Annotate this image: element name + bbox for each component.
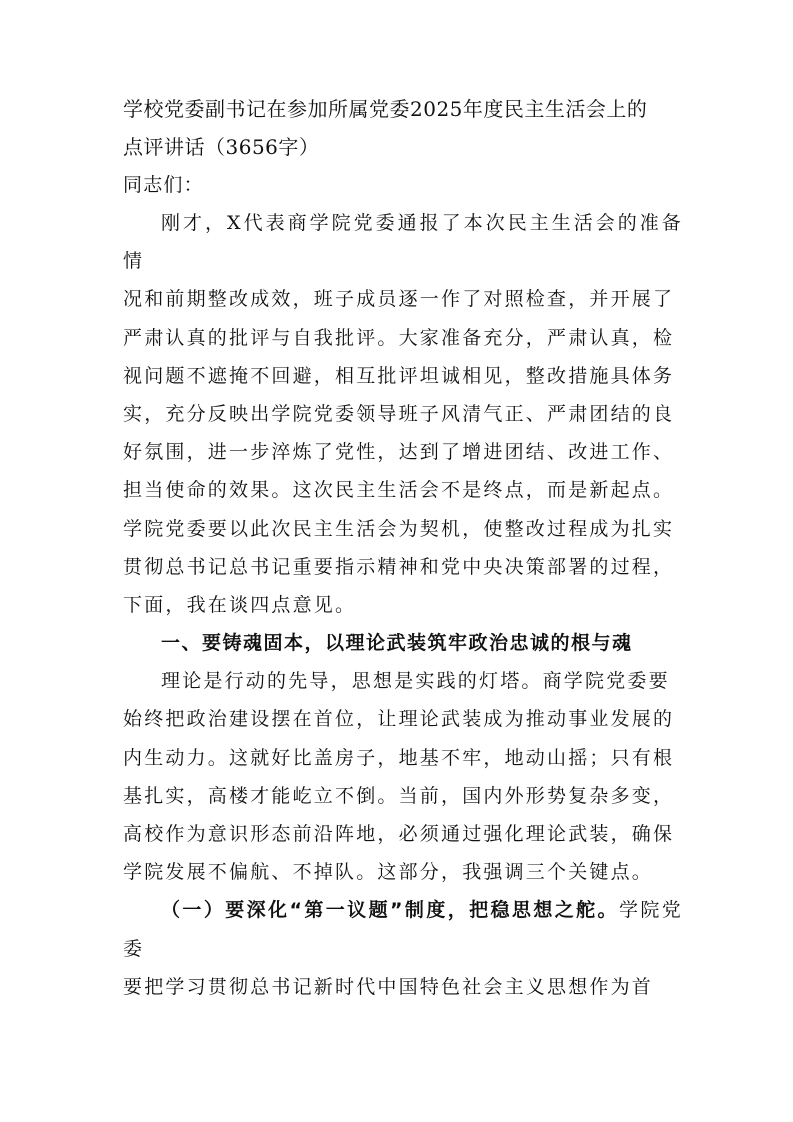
subsection-1-line <box>123 891 683 967</box>
salutation: 同志们： <box>123 174 204 196</box>
paragraph-line: 学院发展不偏航、不掉队。这部分，我强调三个关键点。 <box>123 861 654 884</box>
paragraph-line: 贯彻总书记总书记重要指示精神和党中央决策部署的过程， <box>123 555 675 578</box>
document-body <box>123 90 683 1006</box>
paragraph-line: 实，充分反映出学院党委领导班子风清气正、严肃团结的良 <box>123 403 675 426</box>
subsection-heading-1: （一）要深化“第一议题”制度，把稳思想之舵。 <box>161 899 619 922</box>
paragraph-opening <box>123 204 683 624</box>
paragraph-line: 好氛围，进一步淬炼了党性，达到了增进团结、改进工作、 <box>123 441 675 464</box>
paragraph-line: 下面，我在谈四点意见。 <box>123 594 357 617</box>
paragraph-line: 况和前期整改成效，班子成员逐一作了对照检查，并开展了 <box>123 288 675 311</box>
paragraph-line: 高校作为意识形态前沿阵地，必须通过强化理论武装，确保 <box>123 823 675 846</box>
subsection-text: 学院党委 <box>123 899 683 960</box>
paragraph-line: 内生动力。这就好比盖房子，地基不牢，地动山摇；只有根 <box>123 746 675 769</box>
paragraph-section-1 <box>123 662 683 891</box>
document-title-line-2: 点评讲话（3656字） <box>123 135 320 159</box>
paragraph-line: 刚才，X代表商学院党委通报了本次民主生活会的准备情 <box>123 212 683 273</box>
document-title-line-1: 学校党委副书记在参加所属党委2025年度民主生活会上的 <box>123 97 648 121</box>
section-heading-1: 一、要铸魂固本，以理论武装筑牢政治忠诚的根与魂 <box>161 632 633 655</box>
paragraph-line: 学院党委要以此次民主生活会为契机，使整改过程成为扎实 <box>123 517 675 540</box>
paragraph-line: 严肃认真的批评与自我批评。大家准备充分，严肃认真，检 <box>123 326 675 349</box>
paragraph-line: 要把学习贯彻总书记新时代中国特色社会主义思想作为首 <box>123 975 654 998</box>
paragraph-line: 理论是行动的先导，思想是实践的灯塔。商学院党委要 <box>161 670 670 693</box>
paragraph-line: 基扎实，高楼才能屹立不倒。当前，国内外形势复杂多变， <box>123 784 675 807</box>
paragraph-line: 担当使命的效果。这次民主生活会不是终点，而是新起点。 <box>123 479 675 502</box>
paragraph-line: 视问题不遮掩不回避，相互批评坦诚相见，整改措施具体务 <box>123 364 675 387</box>
paragraph-line: 始终把政治建设摆在首位，让理论武装成为推动事业发展的 <box>123 708 675 731</box>
